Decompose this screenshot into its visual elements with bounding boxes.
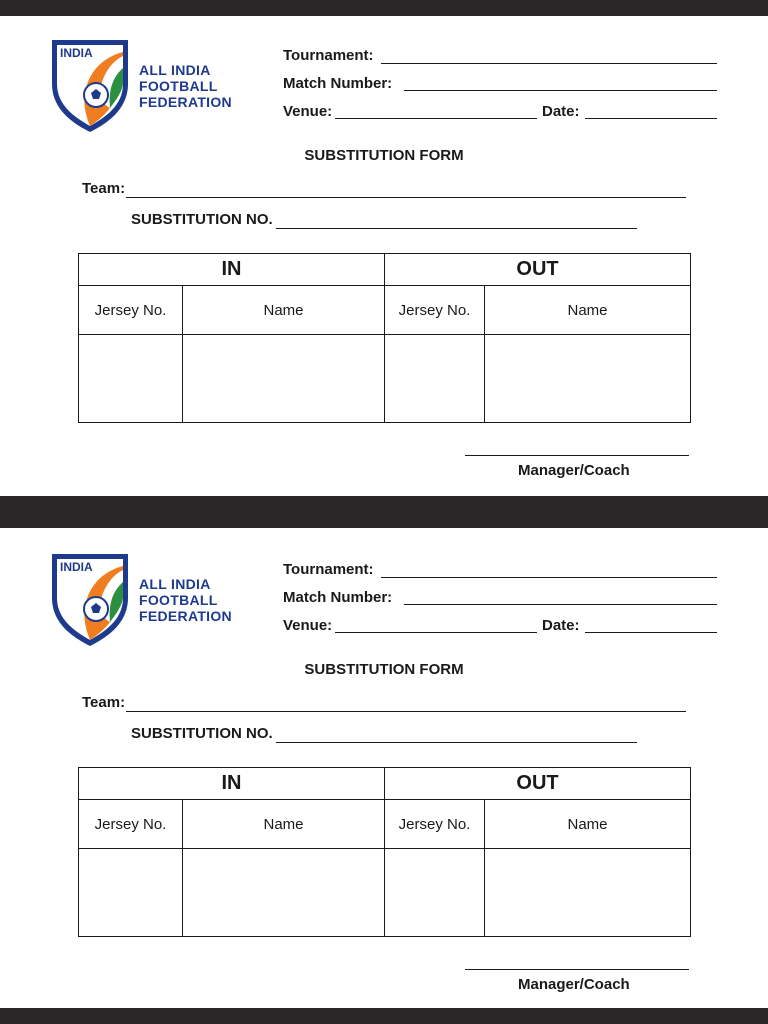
substitution-no-label: SUBSTITUTION NO.: [131, 725, 273, 742]
team-label: Team:: [82, 694, 126, 711]
form-title: SUBSTITUTION FORM: [304, 661, 464, 678]
out-name-cell[interactable]: [485, 849, 691, 937]
date-label: Date:: [542, 103, 580, 120]
venue-field[interactable]: [335, 632, 537, 633]
logo-name-line2: FOOTBALL: [139, 592, 218, 608]
tournament-field[interactable]: [381, 63, 717, 64]
substitution-no-field[interactable]: [276, 742, 637, 743]
substitution-no-label: SUBSTITUTION NO.: [131, 211, 273, 228]
logo-badge-text: INDIA: [60, 560, 93, 574]
signature-label: Manager/Coach: [518, 976, 630, 993]
signature-label: Manager/Coach: [518, 462, 630, 479]
venue-label: Venue:: [283, 103, 333, 120]
match-number-field[interactable]: [404, 604, 717, 605]
in-name-cell[interactable]: [183, 335, 385, 423]
in-header: IN: [79, 254, 385, 286]
in-name-header: Name: [183, 286, 385, 335]
in-jersey-cell[interactable]: [79, 335, 183, 423]
substitution-table: [78, 767, 691, 937]
match-number-label: Match Number:: [283, 589, 393, 606]
in-jersey-cell[interactable]: [79, 849, 183, 937]
out-jersey-cell[interactable]: [385, 335, 485, 423]
logo-name-line1: ALL INDIA: [139, 576, 211, 592]
in-name-header: Name: [183, 800, 385, 849]
out-jersey-header: Jersey No.: [385, 286, 485, 335]
aiff-logo: [50, 38, 246, 134]
logo-name-line1: ALL INDIA: [139, 62, 211, 78]
bottom-dark-band: [0, 1008, 768, 1024]
venue-field[interactable]: [335, 118, 537, 119]
out-name-header: Name: [485, 800, 691, 849]
signature-line[interactable]: [465, 969, 689, 970]
aiff-shield-icon: [50, 38, 130, 134]
date-field[interactable]: [585, 632, 717, 633]
match-number-label: Match Number:: [283, 75, 393, 92]
substitution-form-2: [0, 530, 768, 1010]
aiff-logo: [50, 552, 246, 648]
out-jersey-header: Jersey No.: [385, 800, 485, 849]
substitution-table: [78, 253, 691, 423]
venue-label: Venue:: [283, 617, 333, 634]
separator-dark-band: [0, 496, 768, 528]
tournament-label: Tournament:: [283, 47, 374, 64]
out-header: OUT: [385, 768, 691, 800]
date-field[interactable]: [585, 118, 717, 119]
out-name-cell[interactable]: [485, 335, 691, 423]
logo-badge-text: INDIA: [60, 46, 93, 60]
substitution-no-field[interactable]: [276, 228, 637, 229]
logo-name-line2: FOOTBALL: [139, 78, 218, 94]
signature-line[interactable]: [465, 455, 689, 456]
in-jersey-header: Jersey No.: [79, 286, 183, 335]
date-label: Date:: [542, 617, 580, 634]
aiff-shield-icon: [50, 552, 130, 648]
team-field[interactable]: [126, 197, 686, 198]
out-header: OUT: [385, 254, 691, 286]
top-dark-band: [0, 0, 768, 16]
logo-name-line3: FEDERATION: [139, 94, 232, 110]
in-jersey-header: Jersey No.: [79, 800, 183, 849]
in-name-cell[interactable]: [183, 849, 385, 937]
team-field[interactable]: [126, 711, 686, 712]
logo-org-name: [139, 62, 232, 110]
team-label: Team:: [82, 180, 126, 197]
logo-name-line3: FEDERATION: [139, 608, 232, 624]
substitution-form-1: [0, 16, 768, 496]
tournament-field[interactable]: [381, 577, 717, 578]
tournament-label: Tournament:: [283, 561, 374, 578]
out-name-header: Name: [485, 286, 691, 335]
match-number-field[interactable]: [404, 90, 717, 91]
logo-org-name: [139, 576, 232, 624]
form-title: SUBSTITUTION FORM: [304, 147, 464, 164]
in-header: IN: [79, 768, 385, 800]
out-jersey-cell[interactable]: [385, 849, 485, 937]
